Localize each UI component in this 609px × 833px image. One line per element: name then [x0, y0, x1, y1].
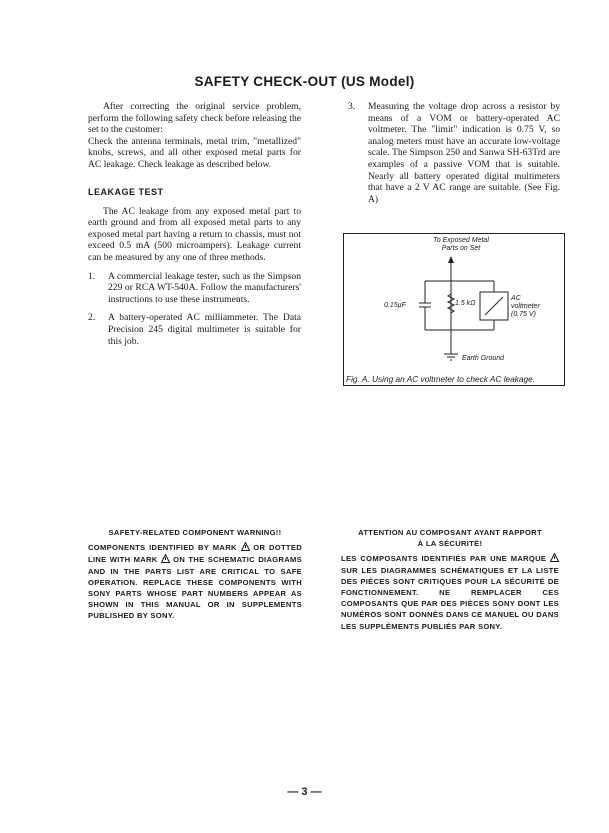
warning-triangle-icon — [241, 542, 250, 551]
figure-top-label-line: To Exposed Metal — [433, 237, 489, 244]
method-number: 3. — [348, 101, 356, 112]
figure-caption: Fig. A. Using an AC voltmeter to check AC leakage. — [346, 374, 536, 384]
capacitor-label: 0.15µF — [384, 302, 406, 309]
warning-text: COMPONENTS IDENTIFIED BY MARK — [88, 543, 237, 553]
voltmeter-label — [511, 295, 540, 319]
method-text: A commercial leakage tester, such as the Simpson 229 or RCA WT-540A. Follow the manufacturers' instructions to use these instruments. — [108, 270, 301, 305]
figure-top-label-line: Parts on Set — [441, 245, 481, 252]
method-item-1 — [88, 271, 301, 306]
method-number: 2. — [88, 312, 96, 324]
warning-text: SUR LES DIAGRAMMES SCHÉMATIQUES ET LA LISTE DES PIÈCES SONT CRITIQUES POUR LA SÉCURITÉ DE FONCTIONNEMENT. NE REMPLACER CES COMPOSANTS QUE PAR DES PIÈCES SONY DONT LES NUMÉROS SONT DONNÉS DANS CE MANUEL OU DANS LES SUPPLÉMENTS PUBLIÉS PAR SONY. — [341, 565, 559, 631]
title-text: SAFETY CHECK-OUT — [194, 74, 337, 89]
warning-title: SAFETY-RELATED COMPONENT WARNING!! — [108, 528, 282, 537]
warning-text: ON THE SCHEMATIC DIAGRAMS AND IN THE PARTS LIST ARE CRITICAL TO SAFE OPERATION. REPLACE THESE COMPONENTS WITH SONY PARTS WHOSE PART NUMBERS APPEAR AS SHOWN IN THIS MANUAL OR IN SUPPLEMENTS PUBLISHED BY SONY. — [88, 555, 302, 621]
method-text: A battery-operated AC milliammeter. The Data Precision 245 digital multimeter is suitable for this job. — [108, 312, 301, 347]
safety-warning-french — [341, 527, 559, 632]
probe-arrow-icon — [448, 256, 454, 263]
warning-triangle-icon — [161, 554, 170, 563]
warning-text: LES COMPOSANTS IDENTIFIÉS PAR UNE MARQUE — [341, 554, 547, 564]
right-column — [348, 101, 560, 205]
leakage-test-heading: LEAKAGE TEST — [88, 186, 164, 197]
title-model: (US Model) — [341, 74, 415, 89]
earth-ground-label: Earth Ground — [462, 355, 505, 362]
method-item-2 — [88, 312, 301, 347]
voltmeter-label-line: (0.75 V) — [511, 311, 536, 318]
warning-body — [88, 541, 302, 621]
safety-warning-english — [88, 527, 302, 622]
figure-top-label — [416, 237, 506, 253]
method-item-3 — [348, 101, 560, 205]
leakage-test-paragraph: The AC leakage from any exposed metal part to earth ground and from all exposed metal parts to any exposed metal part having a return to chassis, must not exceed 0.5 mA (500 microampers). Leakage current can be measured by any one of three methods. — [88, 205, 301, 263]
warning-title: ATTENTION AU COMPOSANT AYANT RAPPORT — [358, 528, 542, 537]
warning-title: À LA SÉCURITÉ! — [417, 539, 483, 549]
intro-paragraph-2: Check the antenna terminals, metal trim, "metallized" knobs, screws, and all other exposed metal parts for AC leakage. Check leakage as described below. — [88, 135, 301, 170]
intro-paragraph: After correcting the original service problem, perform the following safety check before releasing the set to the customer: — [88, 101, 301, 136]
warning-body — [341, 552, 559, 631]
page-number: — 3 — — [287, 786, 322, 798]
warning-text: OR DOTTED LINE WITH MARK — [88, 543, 302, 565]
voltmeter-label-line: AC — [511, 295, 521, 302]
warning-triangle-icon — [550, 553, 559, 562]
voltmeter-label-line: voltmeter — [511, 303, 540, 310]
resistor-label: 1.5 kΩ — [455, 300, 476, 307]
left-column — [88, 101, 301, 347]
method-text: Measuring the voltage drop across a resistor by means of a VOM or battery-operated AC voltmeter. The "limit" indication is 0.75 V, so analog meters must have an accurate low-voltage scale. The Simpson 250 and Sanwa SH-63Trd are examples of a passive VOM that is suitable. Nearly all battery operated digital multimeters that have a 2 V AC range are suitable. (See Fig. A) — [368, 101, 560, 205]
method-number: 1. — [88, 270, 96, 282]
figure-a — [343, 233, 565, 386]
page-title — [0, 74, 609, 89]
